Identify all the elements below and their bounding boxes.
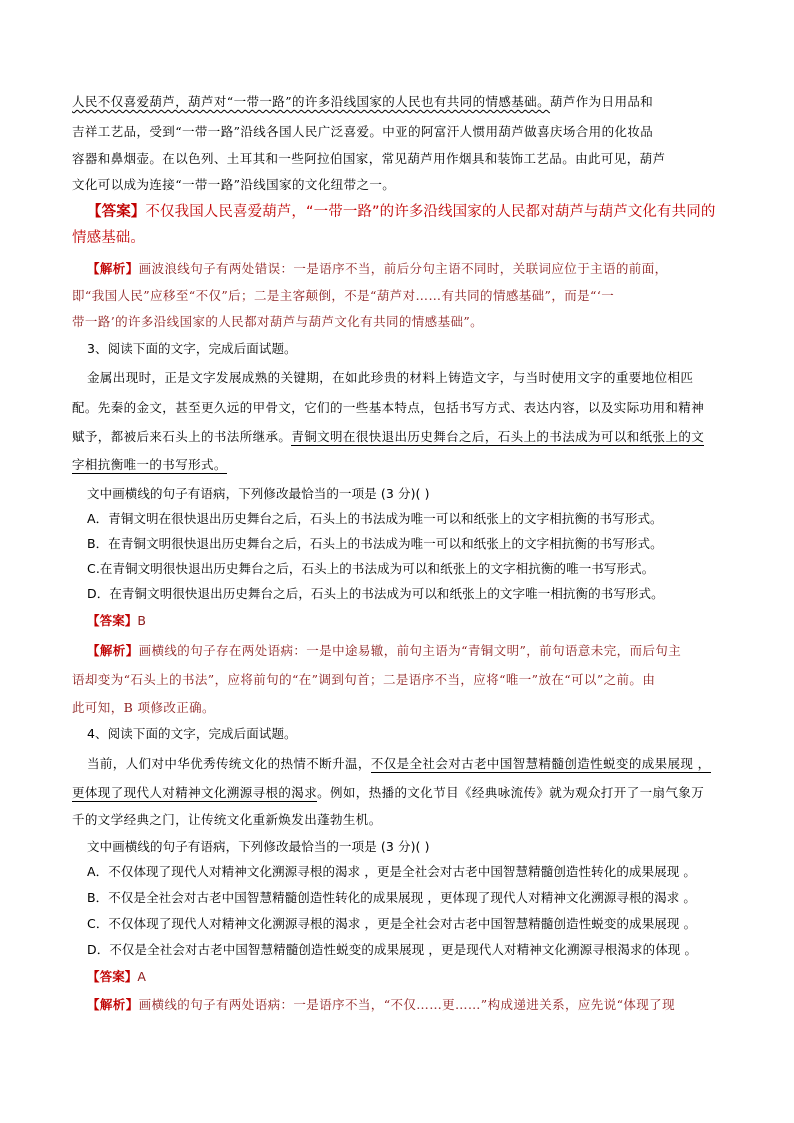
underlined-sentence-cont: 字相抗衡唯一的书写形式。 (72, 457, 227, 472)
q2-analysis-line-2: 即“我国人民”应移至“不仅”后；二是主客颠倒，不是“葫芦对……有共同的情感基础”，而是“‘一 (72, 288, 615, 303)
answer-tag: 【答案】 (87, 204, 146, 220)
q3-passage-line-2: 配。先秦的金文，甚至更久远的甲骨文，它们的一些基本特点，包括书写方式、表达内容，以及实际功用和精神 (72, 400, 705, 415)
underlined-sentence: 不仅是全社会对古老中国智慧精髓创造性蜕变的成果展现 ， (370, 756, 711, 771)
intro-line-1 (72, 93, 653, 111)
q2-analysis-line-1 (87, 260, 668, 278)
analysis-text: 画横线的句子有两处语病：一是语序不当，“不仅……更……”构成递进关系，应先说“体现了现 (138, 997, 675, 1012)
q4-analysis-line-1 (87, 996, 675, 1014)
intro-line-2: 吉祥工艺品，受到“一带一路”沿线各国人民广泛喜爱。中亚的阿富汗人惯用葫芦做喜庆场合用的化妆品 (72, 124, 654, 139)
q3-option-a: A．青铜文明在很快退出历史舞台之后，石头上的书法成为唯一可以和纸张上的文字相抗衡的书写形式。 (87, 511, 663, 526)
wavy-underlined-sentence: 人民不仅喜爱葫芦，葫芦对“一带一路”的许多沿线国家的人民也有共同的情感基础。 (72, 94, 550, 109)
passage-text: 。例如，热播的文化节目《经典咏流传》就为观众打开了一扇气象万 (317, 785, 705, 800)
q3-analysis-line-2: 语却变为“石头上的书法”，应将前句的“在”调到句首；二是语序不当，应将“唯一”放在“可以”之前。由 (72, 672, 656, 687)
q3-passage-line-1: 金属出现时，正是文字发展成熟的关键期，在如此珍贵的材料上铸造文字，与当时使用文字的重要地位相匹 (87, 370, 694, 385)
analysis-tag: 【解析】 (87, 643, 139, 658)
q3-analysis-line-3: 此可知，B 项修改正确。 (72, 700, 215, 715)
q3-passage-line-4 (72, 456, 227, 474)
intro-line-3: 容器和鼻烟壶。在以色列、土耳其和一些阿拉伯国家，常见葫芦用作烟具和装饰工艺品。由此可见，葫芦 (72, 151, 666, 166)
passage-text: 当前，人们对中华优秀传统文化的热情不断升温， (87, 756, 371, 771)
q3-stem: 文中画横线的句子有语病，下列修改最恰当的一项是 (3 分)( ) (87, 486, 430, 501)
q4-option-a: A．不仅体现了现代人对精神文化溯源寻根的渴求 ，更是全社会对古老中国智慧精髓创造性转化的成果展现 。 (87, 864, 696, 879)
q4-option-c: C．不仅体现了现代人对精神文化溯源寻根的渴求 ，更是全社会对古老中国智慧精髓创造性蜕变的成果展现 。 (87, 916, 697, 931)
q3-option-b: B．在青铜文明很快退出历史舞台之后，石头上的书法成为唯一可以和纸张上的文字相抗衡的书写形式。 (87, 536, 663, 551)
answer-tag: 【答案】 (87, 613, 138, 628)
q2-analysis-line-3: 带一路’的许多沿线国家的人民都对葫芦与葫芦文化有共同的情感基础”。 (72, 314, 484, 329)
q4-option-b: B．不仅是全社会对古老中国智慧精髓创造性转化的成果展现 ，更体现了现代人对精神文化溯源寻根的渴求 。 (87, 890, 697, 905)
q4-passage-line-1 (87, 755, 711, 773)
q2-answer-line-1 (87, 203, 715, 221)
intro-text: 葫芦作为日用品和 (549, 94, 654, 109)
q3-heading: 3、阅读下面的文字，完成后面试题。 (87, 341, 297, 356)
answer-value: A (137, 969, 147, 984)
q3-answer (87, 612, 146, 630)
passage-text: 赋予，都被后来石头上的书法所继承。 (72, 429, 292, 444)
analysis-tag: 【解析】 (87, 261, 139, 276)
analysis-text: 画波浪线句子有两处错误：一是语序不当，前后分句主语不同时，关联词应位于主语的前面， (138, 261, 668, 276)
q4-heading: 4、阅读下面的文字，完成后面试题。 (87, 726, 297, 741)
underlined-sentence-cont: 更体现了现代人对精神文化溯源寻根的渴求 (72, 785, 318, 800)
q4-answer (87, 968, 146, 986)
q4-passage-line-2 (72, 784, 704, 802)
underlined-sentence: 青铜文明在很快退出历史舞台之后，石头上的书法成为可以和纸张上的文 (291, 429, 705, 444)
q4-passage-line-3: 千的文学经典之门，让传统文化重新焕发出蓬勃生机。 (72, 812, 382, 827)
q4-option-d: D．不仅是全社会对古老中国智慧精髓创造性蜕变的成果展现 ，更是现代人对精神文化溯源寻根渴求的体现 。 (87, 942, 698, 957)
q3-passage-line-3 (72, 428, 704, 446)
q2-answer-line-2: 情感基础。 (72, 230, 145, 246)
answer-tag: 【答案】 (87, 969, 138, 984)
answer-text: 不仅我国人民喜爱葫芦，“一带一路”的许多沿线国家的人民都对葫芦与葫芦文化有共同的 (145, 204, 716, 220)
q3-option-c: C.在青铜文明很快退出历史舞台之后，石头上的书法成为可以和纸张上的文字相抗衡的唯一书写形式。 (87, 561, 655, 576)
q3-option-d: D．在青铜文明很快退出历史舞台之后，石头上的书法成为可以和纸张上的文字唯一相抗衡的书写形式。 (87, 586, 664, 601)
q4-stem: 文中画横线的句子有语病，下列修改最恰当的一项是 (3 分)( ) (87, 839, 430, 854)
intro-line-4: 文化可以成为连接“一带一路”沿线国家的文化纽带之一。 (72, 177, 396, 192)
q3-analysis-line-1 (87, 642, 681, 660)
analysis-tag: 【解析】 (87, 997, 139, 1012)
analysis-text: 画横线的句子存在两处语病：一是中途易辙，前句主语为“青铜文明”，前句语意未完，而后句主 (138, 643, 682, 658)
answer-value: B (137, 613, 147, 628)
